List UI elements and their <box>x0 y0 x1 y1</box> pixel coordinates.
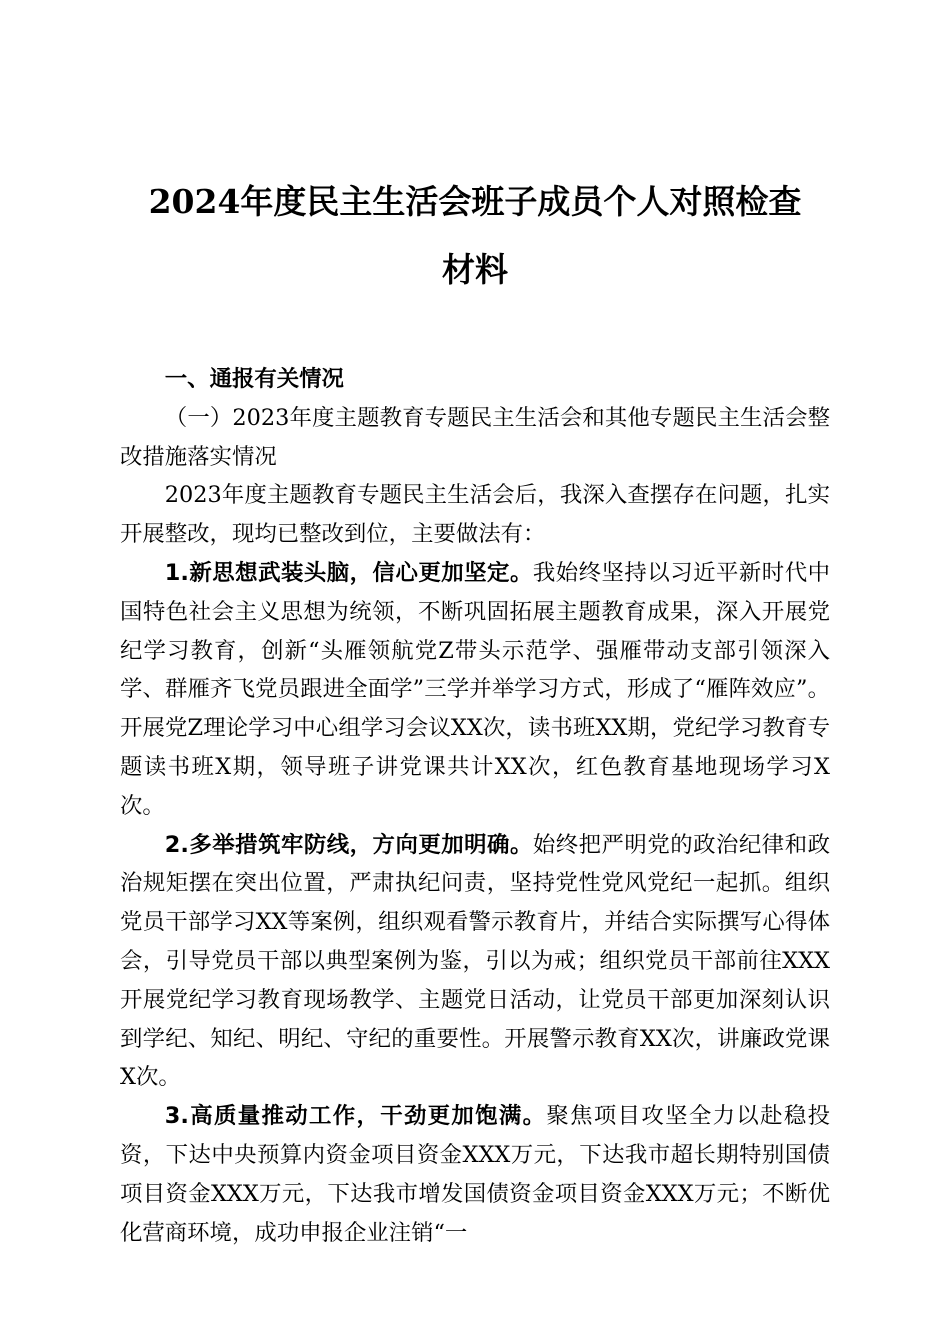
item-3-lead: 3.高质量推动工作，干劲更加饱满。 <box>164 1103 547 1130</box>
item-1-paragraph <box>120 554 830 826</box>
item-2-lead: 2.多举措筑牢防线，方向更加明确。 <box>164 831 533 858</box>
document-body <box>120 360 830 1252</box>
item-1-lead: 1.新思想武装头脑，信心更加坚定。 <box>164 559 533 586</box>
title-line-1: 2024年度民主生活会班子成员个人对照检查 <box>148 182 802 221</box>
item-3-paragraph <box>120 1097 830 1252</box>
document-title <box>100 168 850 304</box>
item-2-paragraph <box>120 826 830 1098</box>
item-1-text: 我始终坚持以习近平新时代中国特色社会主义思想为统领，不断巩固拓展主题教育成果，深入开展党纪学习教育，创新“头雁领航党Z带头示范学、强雁带动支部引领深入学、群雁齐飞党员跟进全面学”三学并举学习方式，形成了“雁阵效应”。开展党Z理论学习中心组学习会议XX次，读书班XX期，党纪学习教育专题读书班X期，领导班子讲党课共计XX次，红色教育基地现场学习X次。 <box>120 559 830 819</box>
item-2-text: 始终把严明党的政治纪律和政治规矩摆在突出位置，严肃执纪问责，坚持党性党风党纪一起抓。组织党员干部学习XX等案例，组织观看警示教育片，并结合实际撰写心得体会，引导党员干部以典型案例为鉴，引以为戒；组织党员干部前往XXX开展党纪学习教育现场教学、主题党日活动，让党员干部更加深刻认识到学纪、知纪、明纪、守纪的重要性。开展警示教育XX次，讲廉政党课X次。 <box>120 831 830 1091</box>
title-line-2: 材料 <box>442 250 508 289</box>
section-heading: 一、通报有关情况 <box>164 366 344 392</box>
item-3-text: 聚焦项目攻坚全力以赴稳投资，下达中央预算内资金项目资金XXX万元，下达我市超长期特别国债项目资金XXX万元，下达我市增发国债资金项目资金XXX万元；不断优化营商环境，成功申报企业注销“一 <box>120 1103 831 1246</box>
intro-paragraph: 2023年度主题教育专题民主生活会后，我深入查摆存在问题，扎实开展整改，现均已整改到位，主要做法有： <box>120 482 830 548</box>
subsection-heading: （一）2023年度主题教育专题民主生活会和其他专题民主生活会整改措施落实情况 <box>120 404 830 470</box>
